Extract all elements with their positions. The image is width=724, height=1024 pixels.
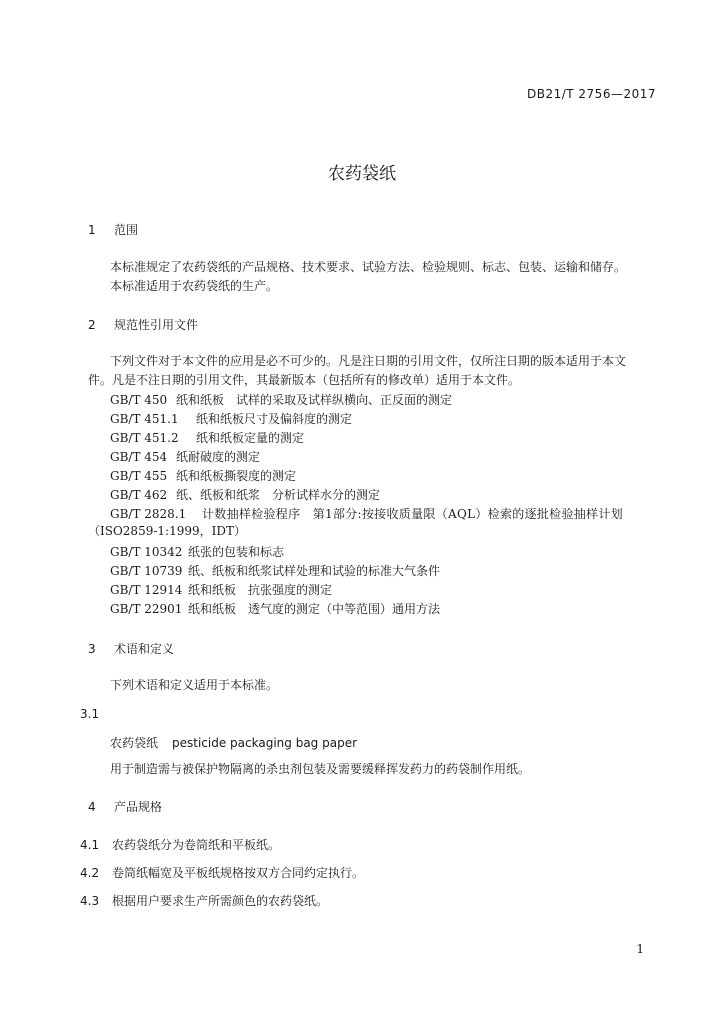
reference-code: GB/T 22901 — [110, 602, 183, 616]
reference-code: GB/T 454 — [110, 450, 168, 464]
reference-title: 纸和纸板撕裂度的测定 — [176, 469, 297, 483]
reference-title: 纸和纸板 透气度的测定（中等范围）通用方法 — [188, 602, 441, 616]
reference-title: 纸和纸板尺寸及偏斜度的测定 — [196, 412, 353, 426]
reference-code: GB/T 12914 — [110, 583, 183, 597]
terms-intro: 下列术语和定义适用于本标准。 — [110, 678, 279, 692]
section-title: 术语和定义 — [114, 642, 175, 656]
document-title: 农药袋纸 — [328, 164, 396, 184]
section-2-heading — [88, 316, 198, 333]
spec-item — [80, 892, 328, 909]
reference-title: 纸和纸板 试样的采取及试样纵横向、正反面的测定 — [176, 393, 453, 407]
section-number: 3 — [88, 642, 96, 656]
reference-code: GB/T 450 — [110, 393, 168, 407]
spec-text: 卷筒纸幅宽及平板纸规格按双方合同约定执行。 — [112, 866, 365, 880]
standard-code: DB21/T 2756—2017 — [526, 87, 656, 101]
reference-title: 纸、纸板和纸浆 分析试样水分的测定 — [176, 488, 381, 502]
section-number: 4 — [88, 800, 96, 814]
section-number: 1 — [88, 223, 96, 237]
references-intro-line-1: 下列文件对于本文件的应用是必不可少的。凡是注日期的引用文件，仅所注日期的版本适用于本文 — [110, 354, 627, 368]
reference-code: GB/T 451.1 — [110, 412, 179, 426]
term-number: 3.1 — [80, 707, 100, 721]
term-heading — [110, 734, 357, 751]
reference-item — [110, 391, 452, 408]
references-intro-line-2: 件。凡是不注日期的引用文件，其最新版本（包括所有的修改单）适用于本文件。 — [88, 373, 521, 387]
reference-title: 纸张的包装和标志 — [188, 545, 285, 559]
reference-code: GB/T 10342 — [110, 545, 183, 559]
term-english: pesticide packaging bag paper — [172, 736, 358, 750]
section-3-heading — [88, 640, 174, 657]
reference-item — [110, 467, 296, 484]
reference-code: GB/T 455 — [110, 469, 168, 483]
reference-continuation: （ISO2859-1:1999，IDT） — [88, 524, 246, 538]
section-4-heading — [88, 798, 162, 815]
section-title: 范围 — [114, 223, 139, 237]
reference-title: 纸、纸板和纸浆试样处理和试验的标准大气条件 — [188, 564, 441, 578]
reference-title: 计数抽样检验程序 第1部分:按接收质量限（AQL）检索的逐批检验抽样计划 — [202, 507, 623, 521]
reference-code: GB/T 451.2 — [110, 431, 179, 445]
spec-number: 4.1 — [80, 838, 100, 852]
reference-title: 纸耐破度的测定 — [176, 450, 261, 464]
page-number: 1 — [636, 942, 644, 956]
section-1-heading — [88, 221, 138, 238]
section-title: 产品规格 — [114, 800, 163, 814]
term-definition: 用于制造需与被保护物隔离的杀虫剂包装及需要缓释挥发药力的药袋制作用纸。 — [110, 762, 531, 776]
reference-code: GB/T 462 — [110, 488, 168, 502]
reference-item — [110, 600, 440, 617]
spec-item — [80, 836, 280, 853]
reference-item — [110, 562, 440, 579]
scope-paragraph-2: 本标准适用于农药袋纸的生产。 — [110, 279, 279, 293]
reference-title: 纸和纸板定量的测定 — [196, 431, 305, 445]
reference-title: 纸和纸板 抗张强度的测定 — [188, 583, 333, 597]
reference-code: GB/T 2828.1 — [110, 507, 187, 521]
reference-item — [110, 429, 304, 446]
term-chinese: 农药袋纸 — [110, 736, 159, 750]
reference-item — [110, 581, 332, 598]
reference-item — [110, 505, 623, 522]
spec-number: 4.3 — [80, 894, 100, 908]
spec-item — [80, 864, 364, 881]
section-number: 2 — [88, 318, 96, 332]
reference-item — [110, 486, 380, 503]
spec-text: 根据用户要求生产所需颜色的农药袋纸。 — [112, 894, 329, 908]
reference-item — [110, 543, 284, 560]
reference-code: GB/T 10739 — [110, 564, 183, 578]
reference-item — [110, 410, 352, 427]
spec-number: 4.2 — [80, 866, 100, 880]
spec-text: 农药袋纸分为卷筒纸和平板纸。 — [112, 838, 281, 852]
section-title: 规范性引用文件 — [114, 318, 199, 332]
reference-item — [110, 448, 260, 465]
scope-paragraph-1: 本标准规定了农药袋纸的产品规格、技术要求、试验方法、检验规则、标志、包装、运输和储存。 — [110, 260, 627, 274]
